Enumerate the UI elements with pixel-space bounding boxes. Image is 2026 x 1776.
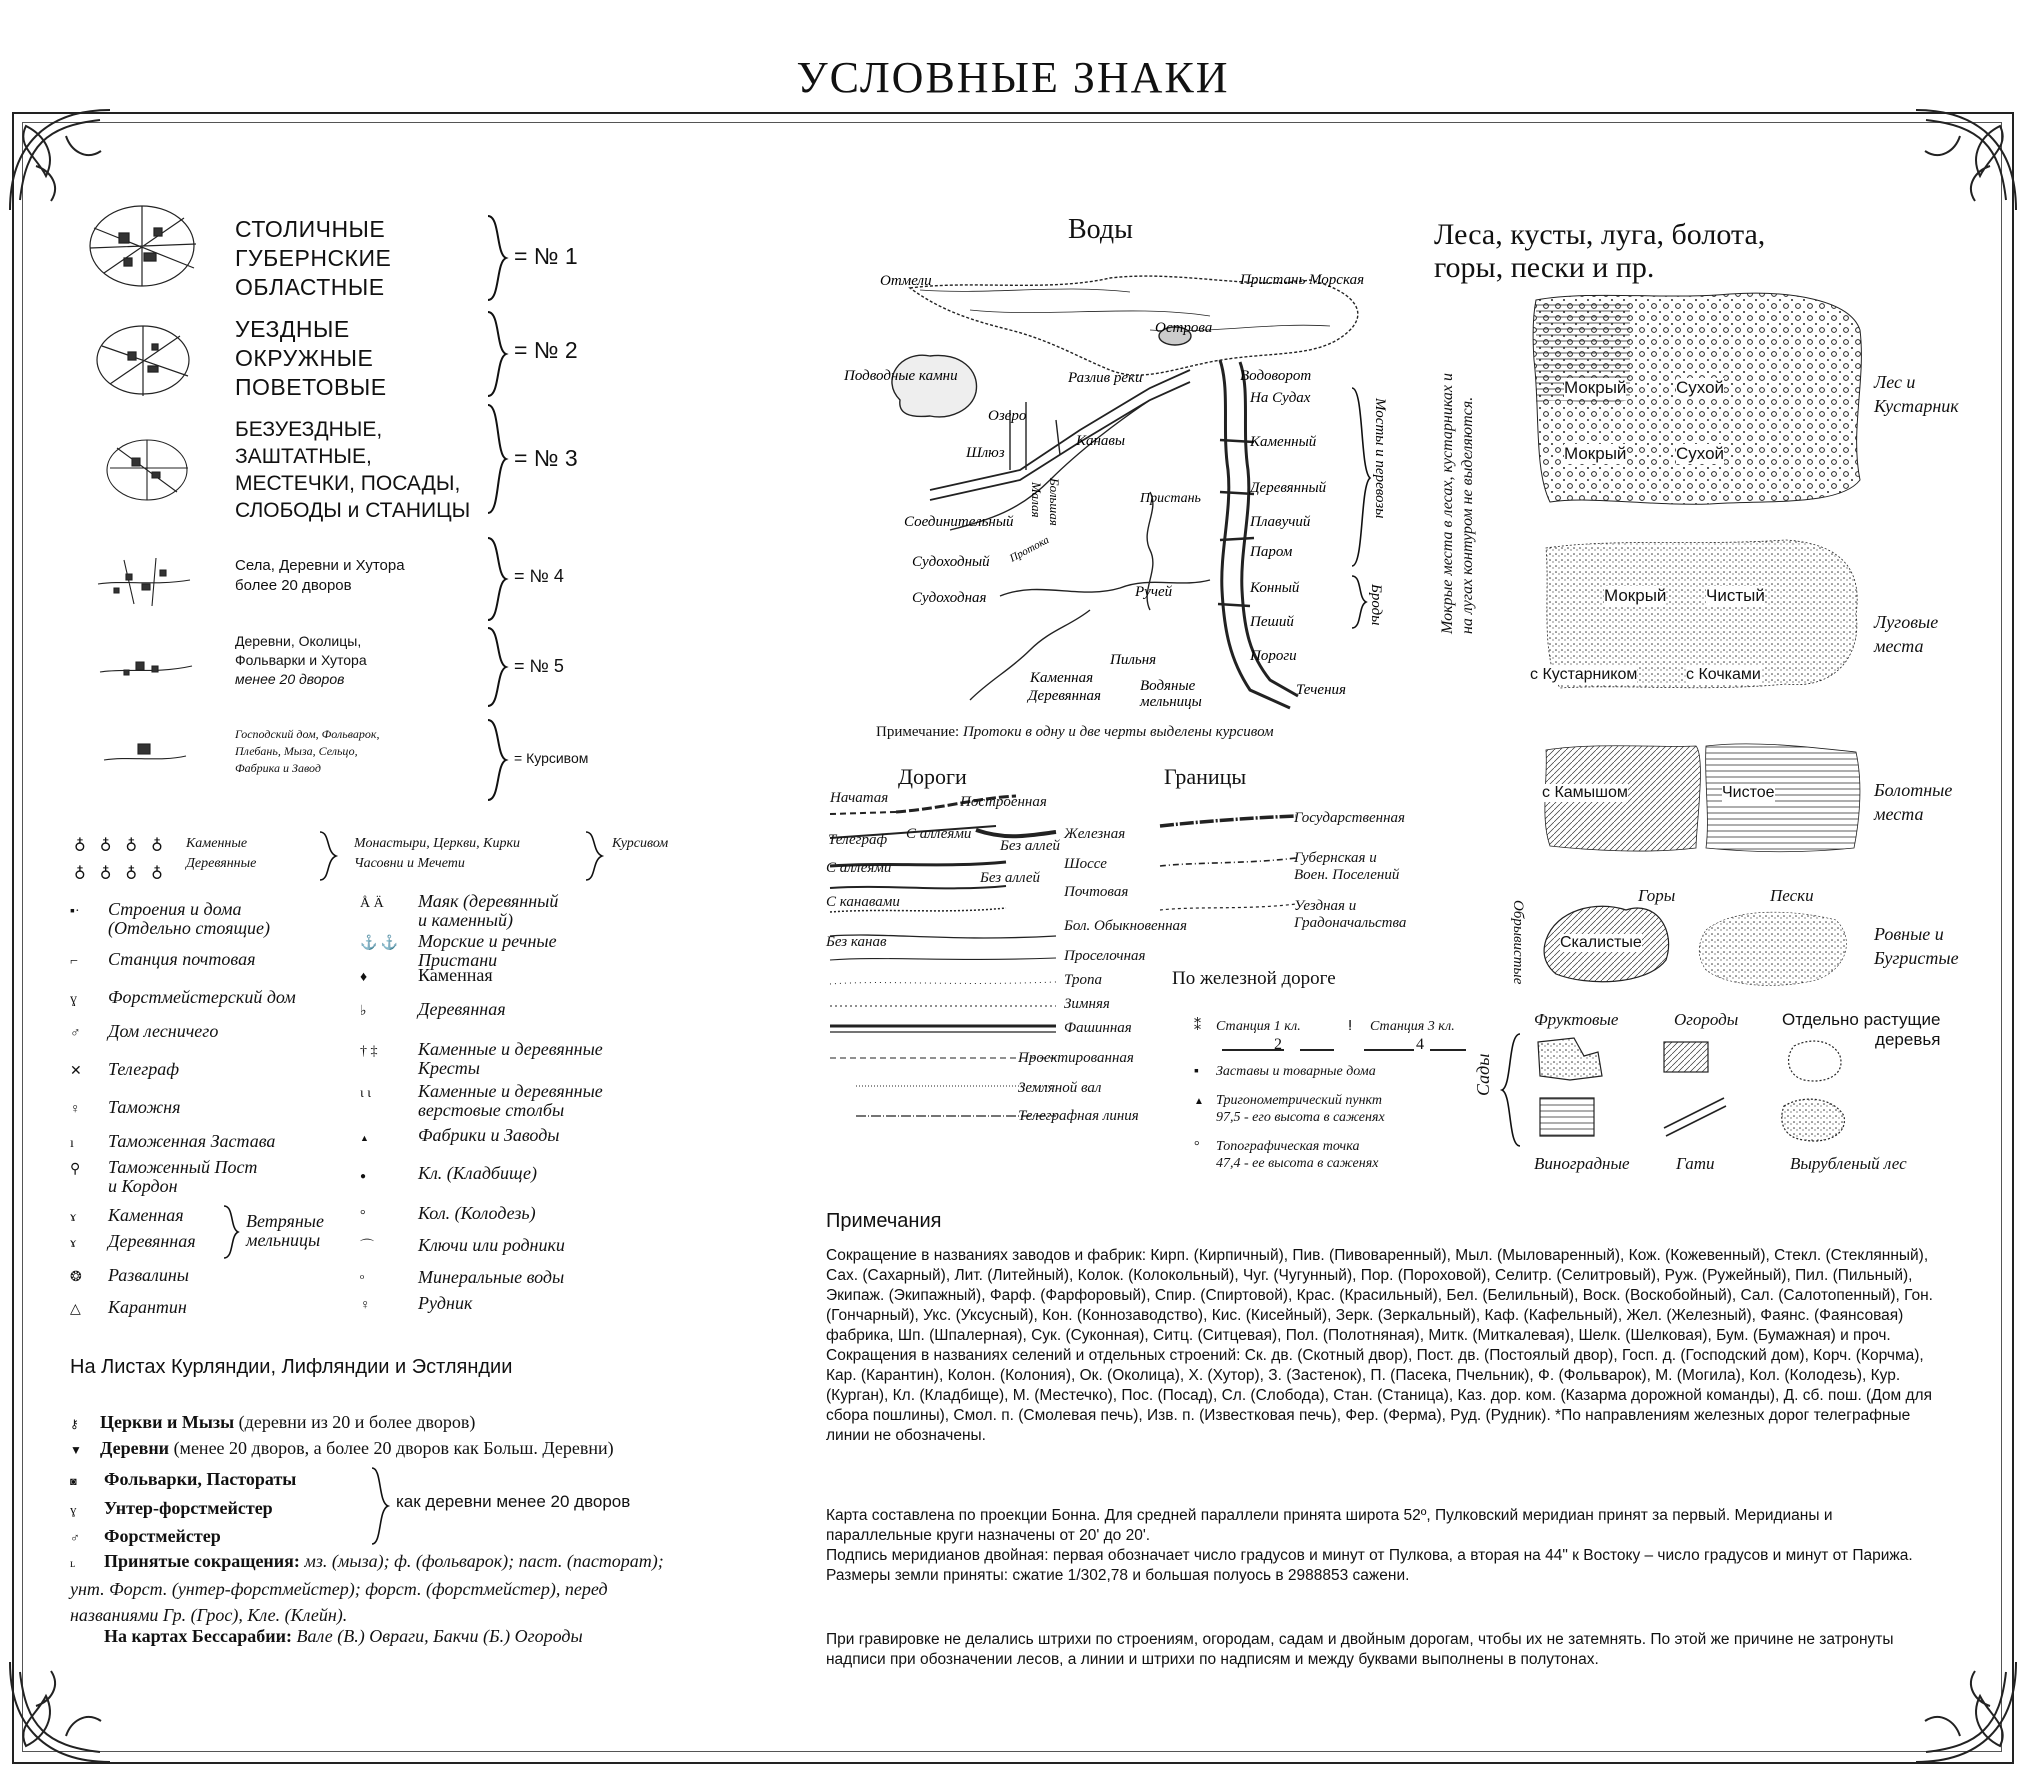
- settlement-line: СЛОБОДЫ и СТАНИЦЫ: [235, 499, 471, 522]
- water-label-vodyanye: Водяные: [1140, 678, 1196, 694]
- settlement-line: ПОВЕТОВЫЕ: [235, 374, 387, 400]
- brace-gardens: [1500, 1032, 1524, 1148]
- cemetery-icon: ●: [360, 1171, 367, 1182]
- water-label-malaya: Малая: [1029, 482, 1044, 518]
- forest-lugovye: Луговые места: [1874, 612, 1939, 656]
- notes-block-2: [826, 1506, 1936, 1586]
- road-bez-kanav: Без канав: [826, 934, 887, 950]
- mountains-rovnye: Ровные и Бугристые: [1874, 924, 1959, 968]
- gardens-patterns: [1534, 1036, 1874, 1146]
- brace-churches-2: [584, 830, 606, 882]
- water-label-bolshaya: Большая: [1047, 478, 1062, 526]
- settlement-line: СТОЛИЧНЫЕ: [235, 216, 386, 242]
- topo-point-icon: °: [1194, 1139, 1200, 1154]
- borders-heading: Границы: [1164, 764, 1247, 789]
- windmill-wooden-icon: ɤ: [70, 1236, 77, 1251]
- cross-icon: † ‡: [360, 1044, 378, 1059]
- water-label-mosty: Мосты и перевозы: [1372, 398, 1388, 519]
- water-label-derevyannaya: Деревянная: [1028, 688, 1102, 704]
- symbol-quarantine: △ Карантин: [70, 1297, 187, 1317]
- customs-icon: ♀: [70, 1102, 81, 1117]
- water-label-kanavy: Канавы: [1076, 433, 1126, 449]
- water-label-melnitsy: мельницы: [1140, 694, 1202, 710]
- railway-n2: 2: [1274, 1036, 1282, 1053]
- churches-wooden-label: Деревянные: [186, 856, 257, 871]
- town-symbol-3: [92, 428, 202, 513]
- notes-p4: Подпись меридианов двойная: первая обозначает число градусов и минут от Пулкова, а вторая на 44" к Востоку – число градусов и минут от Парижа.: [826, 1547, 1913, 1564]
- meadow-chisty: Чистый: [1706, 586, 1765, 605]
- water-label-brody: Броды: [1368, 584, 1384, 626]
- symbol-post-station: ⌐ Станция почтовая: [70, 949, 256, 969]
- symbol-lighthouse: Å Ä Маяк (деревянный и каменный): [360, 891, 559, 930]
- class-number-6: = Курсивом: [514, 750, 589, 766]
- baltic-group: ◙ Фольварки, Пастораты ɣ Унтер-форстмейстер ♂ Форстмейстер: [70, 1466, 296, 1551]
- gardens-ogorody: Огороды: [1674, 1010, 1739, 1029]
- settlement-class-6: [235, 726, 379, 777]
- town-symbol-1: [84, 198, 204, 293]
- symbol-ruins: ❂ Развалины: [70, 1265, 189, 1285]
- notes-p5: Размеры земли приняты: сжатие 1/302,78 и большая полуось в 2988853 сажени.: [826, 1567, 1410, 1584]
- road-zimnyaya: Зимняя: [1064, 996, 1110, 1012]
- road-proselochnaya: Проселочная: [1064, 948, 1146, 964]
- settlement-class-2: [235, 315, 387, 402]
- village-symbol-4: [94, 550, 194, 610]
- baltic-abbreviations: ʟ Принятые сокращения: мз. (мыза); ф. (фольварок); паст. (пасторат); унт. Форст. (унтер-форстмейстер); форст. (форстмейстер), перед названиями Гр. (Грос), Кле. (Клейн).: [70, 1551, 664, 1625]
- brace-churches-1: [318, 830, 340, 882]
- corner-ornament-br: [1910, 1656, 2020, 1766]
- road-zheleznaya: Железная: [1064, 826, 1126, 842]
- gardens-gati: Гати: [1676, 1154, 1715, 1173]
- lighthouse-icon: Å Ä: [360, 896, 384, 911]
- road-shosse: Шоссе: [1064, 856, 1107, 872]
- gardens-trees: Отдельно растущие деревья: [1782, 1010, 1941, 1049]
- symbol-factories: ▲ Фабрики и Заводы: [360, 1126, 560, 1148]
- baltic-heading: На Листах Курляндии, Лифляндии и Эстляндии: [70, 1356, 513, 1378]
- settlement-line: менее 20 дворов: [235, 671, 345, 687]
- bessarabia-note: На картах Бессарабии: Вале (В.) Овраги, Бакчи (Б.) Огороды: [104, 1626, 583, 1646]
- brace-4: [486, 536, 510, 622]
- water-label-kamenny: Каменный: [1250, 434, 1317, 450]
- gardens-fruktovye: Фруктовые: [1534, 1010, 1619, 1029]
- notes-heading: Примечания: [826, 1210, 942, 1232]
- settlement-line: ОКРУЖНЫЕ: [235, 345, 374, 371]
- class-number-3: = № 3: [514, 445, 578, 471]
- water-label-na-sudah: На Судах: [1250, 390, 1311, 406]
- road-proektirovannaya: Проектированная: [1018, 1050, 1134, 1066]
- road-telegraph-line: Телеграфная линия: [1018, 1108, 1139, 1124]
- road-telegraph: Телеграф: [828, 832, 888, 848]
- symbol-forstmeister-house: ɣ Форстмейстерский дом: [70, 987, 296, 1007]
- symbol-springs: ⌒ Ключи или родники: [360, 1235, 565, 1255]
- road-fashinnaya: Фашинная: [1064, 1020, 1132, 1036]
- water-label-ozero: Озеро: [988, 408, 1027, 424]
- railway-st3: ⵑ Станция 3 кл.: [1348, 1019, 1455, 1034]
- churches-types-1: Монастыри, Церкви, Кирки: [354, 836, 521, 851]
- quarantine-icon: △: [70, 1302, 81, 1317]
- brace-6: [486, 718, 510, 802]
- post-station-icon: ⌐: [70, 954, 78, 969]
- road-s-kanavami: С канавами: [826, 894, 900, 910]
- symbol-windmill-stone: ɤ Каменная: [70, 1205, 184, 1225]
- corner-ornament-bl: [6, 1656, 116, 1766]
- railway-line: [1194, 1040, 1484, 1060]
- corner-ornament-tr: [1910, 106, 2020, 216]
- symbol-mine: ♀ Рудник: [360, 1293, 473, 1313]
- symbol-customs: ♀ Таможня: [70, 1097, 181, 1117]
- class-number-4: = № 4: [514, 566, 564, 586]
- settlement-line: Фольварки и Хутора: [235, 652, 367, 668]
- estate-symbol: [100, 738, 190, 778]
- water-label-shlyuz: Шлюз: [966, 445, 1005, 461]
- gardens-side: Сады: [1473, 1053, 1493, 1096]
- forest-mokry-2: Мокрый: [1564, 444, 1627, 463]
- factory-icon: ▲: [360, 1133, 369, 1143]
- churches-note: Курсивом: [612, 836, 669, 851]
- baltic-group-note: как деревни менее 20 дворов: [396, 1492, 631, 1511]
- settlement-class-3: [235, 416, 470, 524]
- symbol-buildings: ▪· Строения и дома (Отдельно стоящие): [70, 899, 271, 938]
- windmills-label: Ветряные мельницы: [246, 1211, 324, 1250]
- symbol-crosses: † ‡ Каменные и деревянные Кресты: [360, 1039, 603, 1078]
- water-label-pristan-morskaya: Пристань Морская: [1240, 272, 1365, 288]
- settlement-line: Деревни, Околицы,: [235, 633, 362, 649]
- border-lines: [1156, 800, 1306, 920]
- border-state: Государственная: [1294, 810, 1406, 826]
- church-manor-icon: ⚷: [70, 1417, 79, 1431]
- well-icon: °: [360, 1208, 366, 1223]
- symbol-customs-gate: ı Таможенная Застава: [70, 1131, 276, 1151]
- water-label-parom: Паром: [1250, 544, 1293, 560]
- road-bolshaya: Бол. Обыкновенная: [1064, 918, 1188, 934]
- telegraph-icon: ✕: [70, 1064, 82, 1079]
- settlement-line: БЕЗУЕЗДНЫЕ,: [235, 418, 383, 441]
- churches-stone-label: Каменные: [186, 836, 248, 851]
- water-label-vodovorot: Водоворот: [1240, 368, 1312, 384]
- swamp-chistoe: Чистое: [1722, 784, 1775, 801]
- water-label-podvodnye: Подводные камни: [844, 368, 958, 384]
- road-tropa: Тропа: [1064, 972, 1102, 988]
- brace-2: [486, 310, 510, 398]
- railway-heading: По железной дороге: [1172, 968, 1336, 989]
- forest-suhoy-1: Сухой: [1676, 378, 1725, 397]
- spring-icon: ⌒: [360, 1240, 374, 1255]
- building-icon: ▪·: [70, 904, 80, 919]
- village-symbol-5: [96, 648, 196, 688]
- road-zemlyanoy-val: Земляной вал: [1018, 1080, 1102, 1096]
- brace-5: [486, 626, 510, 708]
- water-label-peshiy: Пеший: [1250, 614, 1294, 630]
- symbol-piers: ⚓ ⚓ Морские и речные Пристани: [360, 931, 557, 970]
- church-stone-icons: ♁♁♁♁: [74, 836, 177, 853]
- baltic-item-churches: ⚷ Церкви и Мызы (деревни из 20 и более дворов): [70, 1412, 476, 1432]
- meadow-s-kustarnikom: с Кустарником: [1530, 666, 1638, 683]
- zastava-icon: ▪: [1194, 1064, 1199, 1079]
- notes-p3: Карта составлена по проекции Бонна. Для средней параллели принята широта 52º, Пулковский меридиан принят за первый. Меридианы и параллельные круги назначены от 20' до 20'.: [826, 1507, 1833, 1544]
- symbol-mill-stone: ♦ Каменная: [360, 965, 493, 985]
- railway-n4: 4: [1416, 1036, 1424, 1053]
- forests-side-note: Мокрые места в лесах, кустарниках и на лугах контуром не выделяются.: [1439, 372, 1476, 634]
- churches-types-2: Часовни и Мечети: [354, 856, 465, 871]
- symbol-windmill-wooden: ɤ Деревянная: [70, 1231, 196, 1251]
- road-postroennaya: Построенная: [960, 794, 1047, 810]
- notes-p6: При гравировке не делались штрихи по строениям, огородам, садам и двойным дорогам, чтобы их не затемнять. По этой же причине не затронуты надписи при обозначении лесов, а линии и штрихи по надписям и между буквами выполнены в полутонах.: [826, 1631, 1894, 1668]
- forest-bolotnye: Болотные места: [1874, 780, 1953, 824]
- water-label-ostrova: Острова: [1155, 320, 1213, 336]
- notes-block-3: [826, 1630, 1936, 1670]
- forstmeister-house-icon: ɣ: [70, 992, 77, 1007]
- water-label-konny: Конный: [1250, 580, 1300, 596]
- class-number-2: = № 2: [514, 337, 578, 363]
- water-label-techeniya: Течения: [1296, 682, 1346, 698]
- notes-p1: Сокращение в названиях заводов и фабрик: Кирп. (Кирпичный), Пив. (Пивоваренный), Мыл. (Мыловаренный), Кож. (Кожевенный), Стекл. (Стеклянный), Сах. (Сахарный), Лит. (Литейный), Колок. (Колокольный), Чуг. (Чугунный), Пор. (Пороховой), Селитр. (Селитровый), Руж. (Ружейный), Пил. (Пильный), Экипаж. (Экипажный), Фарф. (Фарфоровый), Спир. (Спиртовой), Крас. (Красильный), Бел. (Белильный), Воск. (Воскобойный), Сал. (Салотопенный), Гон. (Гончарный), Укс. (Уксусный), Кон. (Коннозаводство), Кис. (Кисейный), Зерк. (Зеркальный), Каф. (Кафельный), Жел. (Железный), Фаянс. (Фаянсовая) фабрика, Шп. (Шпалерная), Сук. (Суконная), Ситц. (Ситцевая), Пол. (Полотняная), Митк. (Миткалевая), Шелк. (Шелковая), Бум. (Бумажная) и проч.: [826, 1247, 1933, 1344]
- symbol-cemetery: ● Кл. (Кладбище): [360, 1164, 537, 1186]
- road-bez-alley-1: Без аллей: [1000, 838, 1061, 854]
- settlement-line: ОБЛАСТНЫЕ: [235, 274, 385, 300]
- brace-1: [486, 214, 510, 302]
- brace-baltic: [370, 1466, 392, 1546]
- mountains-gory: Горы: [1638, 886, 1676, 905]
- railway-st1: ⁑ Станция 1 кл.: [1194, 1019, 1301, 1034]
- station3-icon: ⵑ: [1348, 1019, 1353, 1034]
- settlement-class-1: [235, 215, 391, 302]
- church-wooden-icons: ♁♁♁♁: [74, 864, 177, 881]
- waters-heading: Воды: [1068, 214, 1133, 245]
- anchor-icon: ⚓ ⚓: [360, 936, 399, 951]
- symbol-mineral-waters: ᵒ Минеральные воды: [360, 1267, 565, 1287]
- settlement-line: Плебань, Мыза, Сельцо,: [235, 744, 358, 758]
- forest-les: Лес и Кустарник: [1874, 372, 1959, 416]
- trig-point-icon: ▲: [1194, 1096, 1204, 1107]
- baltic-item-villages: ▼ Деревни (менее 20 дворов, а более 20 дворов как Больш. Деревни): [70, 1438, 614, 1458]
- road-bez-alley-2: Без аллей: [980, 870, 1041, 886]
- settlement-line: ГУБЕРНСКИЕ: [235, 245, 392, 271]
- settlement-line: Фабрика и Завод: [235, 761, 321, 775]
- customs-post-icon: ⚲: [70, 1162, 81, 1177]
- symbol-verst-posts: ι ι Каменные и деревянные верстовые столбы: [360, 1081, 603, 1120]
- notes-p2: Сокращения в названиях селений и отдельных строений: Ск. дв. (Скотный двор), Пост. дв. (Постоялый двор), Госп. д. (Господский дом), Корч. (Корчма), Кар. (Карантин), Колон. (Колония), Ок. (Околица), Х. (Хутор), З. (Застенок), П. (Пасека, Пчельник), Ф. (Фольварок), М. (Могила), Кол. (Колодезь), Кур. (Курган), Кл. (Кладбище), М. (Местечко), Пос. (Посад), Сл. (Слобода), Стан. (Станица), Каз. дор. ком. (Казарма дорожной команды), Д. сб. пош. (Дом для сбора пошлины), Смол. п. (Смолевая печь), Изв. п. (Известковая печь), Фер. (Ферма), Руд. (Рудник). *По направлениям железных дорог телеграфные линии не обозначены.: [826, 1347, 1932, 1444]
- swamp-s-kamyshom: с Камышом: [1542, 784, 1628, 801]
- customs-gate-icon: ı: [70, 1136, 74, 1151]
- class-number-5: = № 5: [514, 656, 564, 676]
- folwark-icon: ◙: [70, 1476, 77, 1488]
- unterforstmeister-icon: ɣ: [70, 1502, 77, 1517]
- water-label-plavuchiy: Плавучий: [1250, 514, 1311, 530]
- water-label-derevyanny: Деревянный: [1250, 480, 1327, 496]
- settlement-line: более 20 дворов: [235, 577, 352, 594]
- gardens-vinogradnye: Виноградные: [1534, 1154, 1630, 1173]
- mountains-skalistye: Скалистые: [1560, 934, 1642, 951]
- road-s-alleyami-1: С аллеями: [906, 826, 972, 842]
- meadow-mokry: Мокрый: [1604, 586, 1667, 605]
- notes-block-1: [826, 1246, 1936, 1446]
- brace-windmills: [222, 1204, 242, 1260]
- road-nachataya: Начатая: [830, 790, 889, 806]
- water-label-soedinitelny: Соединительный: [904, 514, 1014, 530]
- settlement-class-5: [235, 632, 367, 689]
- forests-heading: Леса, кусты, луга, болота, горы, пески и пр.: [1434, 218, 1766, 284]
- mine-icon: ♀: [360, 1298, 371, 1313]
- water-label-porogi: Пороги: [1250, 648, 1297, 664]
- class-number-1: = № 1: [514, 243, 578, 269]
- settlement-class-4: [235, 556, 405, 596]
- settlement-line: МЕСТЕЧКИ, ПОСАДЫ,: [235, 472, 461, 495]
- mountains-obryvistye: Обрывистые: [1510, 900, 1526, 985]
- border-uezd: Уездная и Градоначальства: [1294, 898, 1407, 931]
- water-label-pristan: Пристань: [1140, 491, 1201, 506]
- roads-heading: Дороги: [898, 764, 967, 789]
- windmill-stone-icon: ɤ: [70, 1210, 77, 1225]
- settlement-line: Села, Деревни и Хутора: [235, 557, 405, 574]
- mineral-water-icon: ᵒ: [360, 1272, 365, 1287]
- road-pochtovaya: Почтовая: [1064, 884, 1129, 900]
- water-label-protoka: Протока: [1007, 533, 1052, 565]
- forest-pattern: [1530, 290, 1870, 510]
- symbol-mill-wooden: ♭ Деревянная: [360, 999, 506, 1019]
- mountains-peski: Пески: [1770, 886, 1814, 905]
- abbr-icon: ʟ: [70, 1556, 76, 1570]
- mill-stone-icon: ♦: [360, 970, 368, 985]
- road-s-alleyami-2: С аллеями: [826, 860, 892, 876]
- water-label-sudohodnaya: Судоходная: [912, 590, 987, 606]
- mill-wooden-icon: ♭: [360, 1004, 367, 1019]
- village-icon: ▼: [70, 1443, 82, 1457]
- water-label-razliv: Разлив реки: [1068, 370, 1143, 386]
- gardens-vyrubleny: Вырубленый лес: [1790, 1154, 1907, 1173]
- town-symbol-2: [88, 318, 198, 403]
- forest-mokry-1: Мокрый: [1564, 378, 1627, 397]
- station1-icon: ⁑: [1194, 1019, 1201, 1034]
- settlement-line: УЕЗДНЫЕ: [235, 316, 350, 342]
- settlement-line: Господский дом, Фольварок,: [235, 727, 380, 741]
- brace-3: [486, 403, 510, 515]
- meadow-s-kochkami: с Кочками: [1686, 666, 1761, 683]
- water-label-sudohodny: Судоходный: [912, 554, 990, 570]
- water-label-otmeli: Отмели: [880, 273, 932, 289]
- symbol-forester-house: ♂ Дом лесничего: [70, 1021, 219, 1041]
- water-label-ruchey: Ручей: [1135, 584, 1173, 600]
- forstmeister-icon: ♂: [70, 1530, 80, 1545]
- symbol-telegraph: ✕ Телеграф: [70, 1059, 179, 1079]
- border-gub: Губернская и Воен. Поселений: [1294, 850, 1400, 883]
- verst-post-icon: ι ι: [360, 1086, 372, 1101]
- water-label-pilnaya: Пильня: [1110, 652, 1157, 668]
- settlement-line: ЗАШТАТНЫЕ,: [235, 445, 372, 468]
- symbol-customs-post: ⚲ Таможенный Пост и Кордон: [70, 1157, 258, 1196]
- water-label-kamennaya: Каменная: [1030, 670, 1094, 686]
- waters-note: Примечание: Протоки в одну и две черты выделены курсивом: [876, 724, 1274, 740]
- waters-map: [844, 270, 1410, 720]
- symbol-well: ° Кол. (Колодезь): [360, 1203, 536, 1223]
- forester-house-icon: ♂: [70, 1026, 81, 1041]
- ruins-icon: ❂: [70, 1270, 82, 1285]
- forest-suhoy-2: Сухой: [1676, 444, 1725, 463]
- page-title: УСЛОВНЫЕ ЗНАКИ: [796, 53, 1230, 102]
